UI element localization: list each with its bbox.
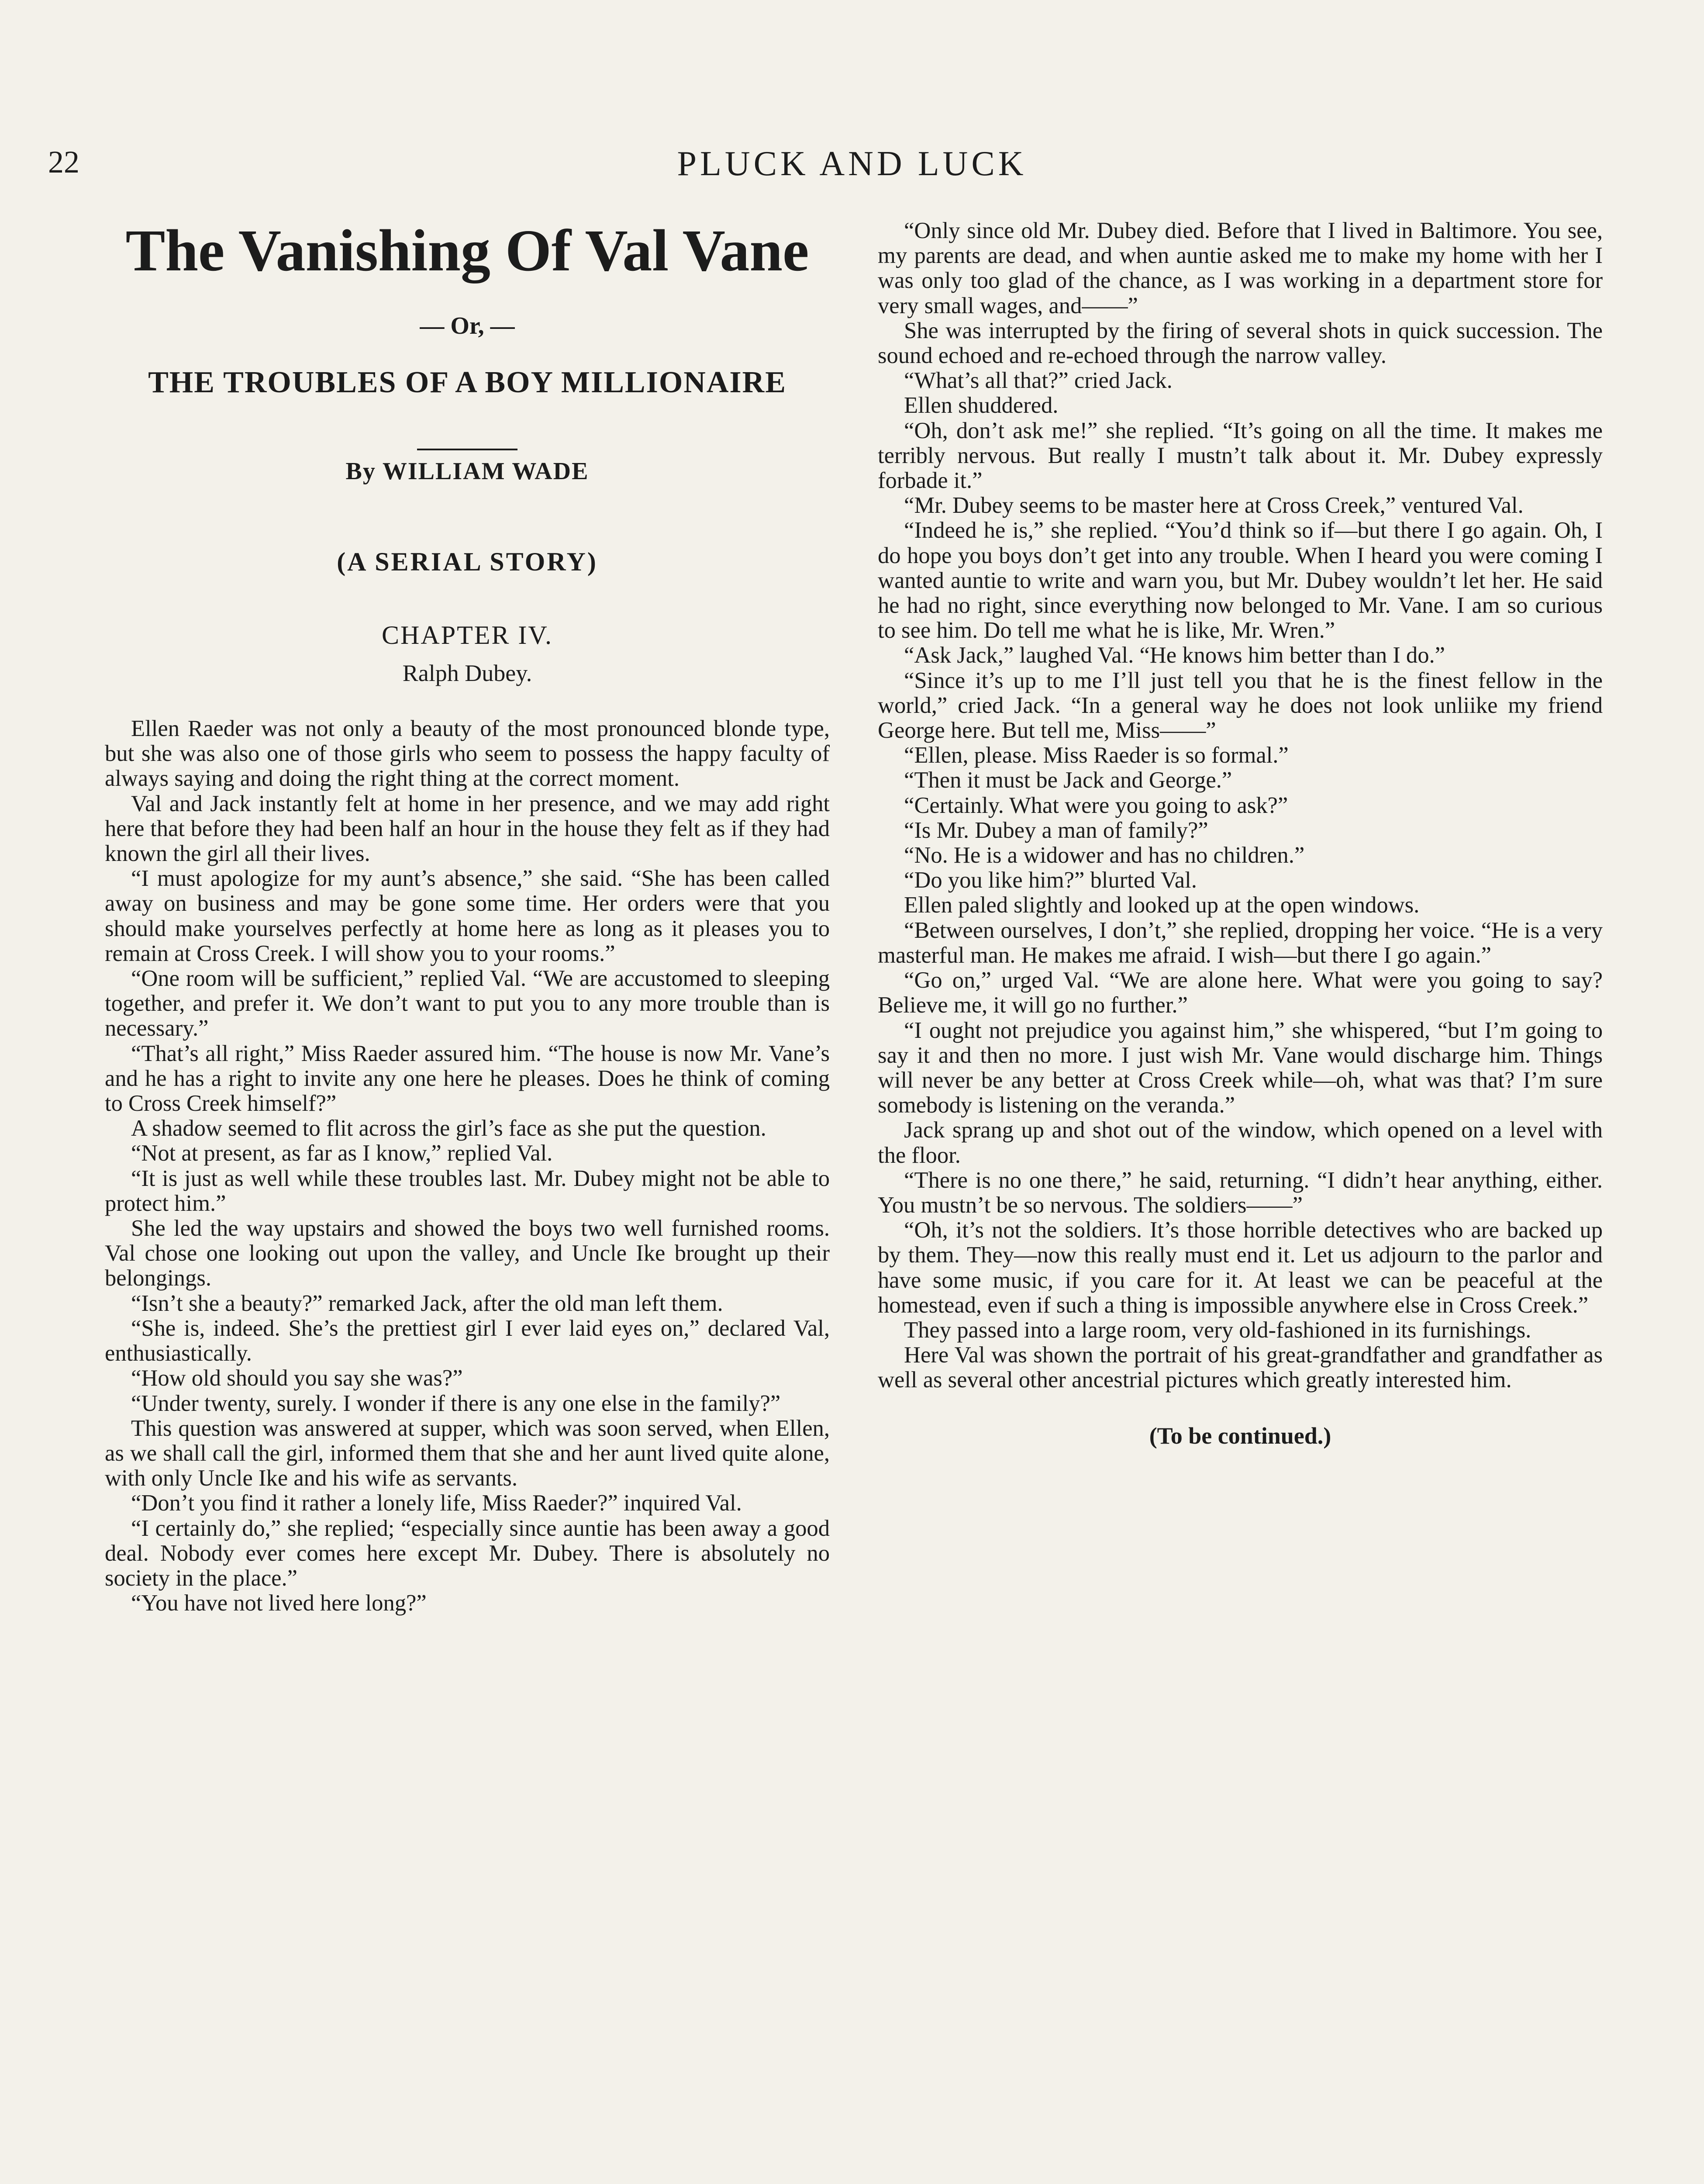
- continued-note: (To be continued.): [1149, 1422, 1331, 1449]
- paragraph: “You have not lived here long?”: [131, 1590, 427, 1616]
- paragraph: This question was answered at supper, which was soon served, when Ellen, as we shall call the girl, informed them that she and her aunt lived quite alone, with only Uncle Ike and his wife as servants.: [105, 1415, 830, 1491]
- paragraph: “Oh, don’t ask me!” she replied. “It’s going on all the time. It makes me terribly nervous. But really I mustn’t talk about it. Mr. Dubey expressly forbade it.”: [878, 418, 1603, 494]
- paragraph: They passed into a large room, very old-fashioned in its furnishings.: [904, 1317, 1532, 1343]
- story-subtitle: THE TROUBLES OF A BOY MILLIONAIRE: [148, 366, 786, 400]
- paragraph: “Go on,” urged Val. “We are alone here. What were you going to say? Believe me, it will go no further.”: [878, 968, 1603, 1018]
- paragraph: “Mr. Dubey seems to be master here at Cross Creek,” ventured Val.: [904, 493, 1524, 518]
- paragraph: “She is, indeed. She’s the prettiest girl I ever laid eyes on,” declared Val, enthusiastically.: [105, 1315, 830, 1366]
- paragraph: “Oh, it’s not the soldiers. It’s those horrible detectives who are backed up by them. They—now this really must end it. Let us adjourn to the parlor and have some music, if you care for it. At least we can be peaceful at the homestead, even if such a thing is impossible anywhere else in Cross Creek.”: [878, 1217, 1603, 1318]
- paragraph: “Do you like him?” blurted Val.: [904, 867, 1197, 893]
- left-column: [105, 218, 830, 1616]
- paragraph: “Under twenty, surely. I wonder if there is any one else in the family?”: [131, 1390, 781, 1416]
- paragraph: “That’s all right,” Miss Raeder assured him. “The house is now Mr. Vane’s and he has a right to invite any one here he pleases. Does he think of coming to Cross Creek himself?”: [105, 1040, 830, 1116]
- paragraph: Ellen shuddered.: [904, 393, 1059, 418]
- byline: By WILLIAM WADE: [345, 458, 589, 485]
- paragraph: “I ought not prejudice you against him,” she whispered, “but I’m going to say it and then no more. I just wish Mr. Vane would discharge him. Things will never be any better at Cross Creek while—oh, what was that? I’m sure somebody is listening on the veranda.”: [878, 1017, 1603, 1118]
- story-title: The Vanishing Of Val Vane: [125, 218, 809, 283]
- running-head: [0, 144, 1704, 205]
- paragraph: Jack sprang up and shot out of the window, which opened on a level with the floor.: [878, 1117, 1603, 1168]
- paragraph: “How old should you say she was?”: [131, 1365, 463, 1391]
- paragraph: “What’s all that?” cried Jack.: [904, 368, 1173, 394]
- paragraph: She led the way upstairs and showed the boys two well furnished rooms. Val chose one looking out upon the valley, and Uncle Ike brought up their belongings.: [105, 1216, 830, 1291]
- byline-rule: [417, 449, 517, 450]
- paragraph: “Indeed he is,” she replied. “You’d think so if—but there I go again. Oh, I do hope you boys don’t get into any trouble. When I heard you were coming I wanted auntie to write and warn you, but Mr. Dubey wouldn’t let her. He said he had no right, since everything now belonged to Mr. Vane. I am so curious to see him. Do tell me what he is like, Mr. Wren.”: [878, 518, 1603, 643]
- or-line: — Or, —: [420, 312, 515, 339]
- paragraph: “Then it must be Jack and George.”: [904, 767, 1232, 793]
- magazine-title: PLUCK AND LUCK: [677, 145, 1027, 183]
- paragraph: “Don’t you find it rather a lonely life, Miss Raeder?” inquired Val.: [131, 1490, 742, 1516]
- paragraph: “No. He is a widower and has no children.”: [904, 843, 1305, 868]
- paragraph: “It is just as well while these troubles last. Mr. Dubey might not be able to protect him.”: [105, 1165, 830, 1216]
- paragraph: “I certainly do,” she replied; “especially since auntie has been away a good deal. Nobody ever comes here except Mr. Dubey. There is absolutely no society in the place.”: [105, 1515, 830, 1591]
- paragraph: Val and Jack instantly felt at home in her presence, and we may add right here that before they had been half an hour in the house they felt as if they had known the girl all their lives.: [105, 791, 830, 867]
- paragraph: “Is Mr. Dubey a man of family?”: [904, 817, 1208, 843]
- right-column: [878, 218, 1603, 1448]
- paragraph: A shadow seemed to flit across the girl’s face as she put the question.: [131, 1116, 766, 1141]
- left-body-text: [105, 716, 830, 1616]
- paragraph: Ellen Raeder was not only a beauty of the most pronounced blonde type, but she was also one of those girls who seem to possess the happy faculty of always saying and doing the right thing at the correct moment.: [105, 716, 830, 791]
- paragraph: She was interrupted by the firing of several shots in quick succession. The sound echoed and re-echoed through the narrow valley.: [878, 318, 1603, 369]
- paragraph: “Only since old Mr. Dubey died. Before that I lived in Baltimore. You see, my parents are dead, and when auntie asked me to make my home with her I was only too glad of the chance, as I was working in a department store for very small wages, and——”: [878, 218, 1603, 318]
- paragraph: “Certainly. What were you going to ask?”: [904, 792, 1288, 818]
- serial-label: (A SERIAL STORY): [337, 547, 598, 577]
- paragraph: Ellen paled slightly and looked up at the open windows.: [904, 892, 1420, 918]
- chapter-title: Ralph Dubey.: [402, 660, 532, 686]
- paragraph: “There is no one there,” he said, returning. “I didn’t hear anything, either. You mustn’t be so nervous. The soldiers——”: [878, 1167, 1603, 1218]
- paragraph: “I must apologize for my aunt’s absence,” she said. “She has been called away on business and may be gone some time. Her orders were that you should make yourselves perfectly at home here as long as it pleases you to remain at Cross Creek. I will show you to your rooms.”: [105, 866, 830, 966]
- page-number: 22: [48, 145, 79, 180]
- paragraph: “Ellen, please. Miss Raeder is so formal.”: [904, 743, 1289, 768]
- right-body-text: [878, 218, 1603, 1393]
- paragraph: “Between ourselves, I don’t,” she replied, dropping her voice. “He is a very masterful man. He makes me afraid. I wish—but there I go again.”: [878, 917, 1603, 968]
- paragraph: Here Val was shown the portrait of his great-grandfather and grandfather as well as several other ancestrial pictures which greatly interested him.: [878, 1342, 1603, 1393]
- paragraph: “Not at present, as far as I know,” replied Val.: [131, 1140, 553, 1166]
- paragraph: “Since it’s up to me I’ll just tell you that he is the finest fellow in the world,” cried Jack. “In a general way he does not look unliike my friend George here. But tell me, Miss——”: [878, 667, 1603, 743]
- paragraph: “Ask Jack,” laughed Val. “He knows him better than I do.”: [904, 643, 1445, 668]
- paragraph: “One room will be sufficient,” replied Val. “We are accustomed to sleeping together, and prefer it. We don’t want to put you to any more trouble than is necessary.”: [105, 966, 830, 1041]
- chapter-heading: CHAPTER IV.: [382, 620, 553, 650]
- paragraph: “Isn’t she a beauty?” remarked Jack, after the old man left them.: [131, 1290, 723, 1316]
